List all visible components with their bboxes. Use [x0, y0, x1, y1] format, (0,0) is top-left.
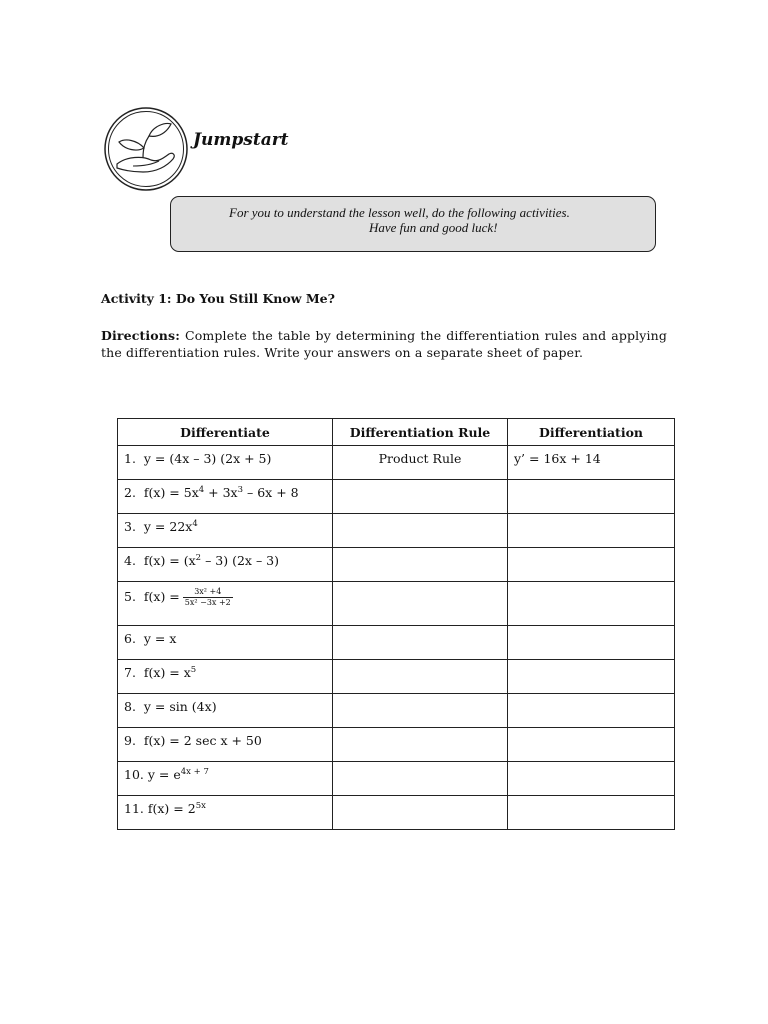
- fraction-denominator: 5x² −3x +2: [184, 598, 231, 607]
- table-row: [118, 446, 675, 480]
- answer-cell: [508, 626, 675, 660]
- note-line-2: Have fun and good luck!: [369, 220, 498, 235]
- rule-cell: [333, 480, 508, 514]
- rule-cell: [333, 796, 508, 830]
- table-row: [118, 796, 675, 830]
- rule-cell: [333, 582, 508, 626]
- table-header-row: [118, 419, 675, 446]
- rule-cell: [333, 660, 508, 694]
- header-differentiation-rule: Differentiation Rule: [333, 419, 508, 446]
- answer-cell: [508, 660, 675, 694]
- answer-cell: [508, 728, 675, 762]
- differentiation-table: [117, 418, 675, 830]
- header-differentiate: Differentiate: [118, 419, 333, 446]
- directions-paragraph: [101, 327, 667, 361]
- expression-cell: 3. $y = 22x^4$: [118, 514, 333, 548]
- answer-cell: [508, 796, 675, 830]
- table-row: [118, 660, 675, 694]
- table-row: [118, 728, 675, 762]
- expression-cell: 1. y = (4x – 3) (2x + 5): [118, 446, 333, 480]
- rule-cell: Product Rule: [333, 446, 508, 480]
- table-row: [118, 762, 675, 796]
- directions-text: Complete the table by determining the differentiation rules and applying the differentiation rules. Write your answers on a separate sheet of paper.: [101, 328, 667, 360]
- expression-cell: 7. $f(x) = x^5$: [118, 660, 333, 694]
- expression-cell: 8. y = sin (4x): [118, 694, 333, 728]
- hand-holding-seedling-icon: [103, 106, 189, 192]
- rule-cell: [333, 626, 508, 660]
- instruction-note: [170, 196, 656, 252]
- fraction-numerator: 3x² +4: [183, 587, 233, 598]
- expression-cell: 2. $f(x) = 5x^4 + 3x^3 - 6x + 8$: [118, 480, 333, 514]
- rule-cell: [333, 514, 508, 548]
- table-row: [118, 582, 675, 626]
- answer-cell: [508, 514, 675, 548]
- expression-cell: 11. $f(x) = 2^{5x}$: [118, 796, 333, 830]
- activity-title: Activity 1: Do You Still Know Me?: [101, 291, 335, 306]
- table-row: [118, 514, 675, 548]
- table-row: [118, 548, 675, 582]
- expression-cell: 5. f(x) = $\frac{\text{3x² +4}}{\text{5x² −3x +2}}$: [118, 582, 333, 626]
- table-row: [118, 694, 675, 728]
- section-heading: Jumpstart: [193, 130, 289, 150]
- table-row: [118, 480, 675, 514]
- expression-cell: 10. $y = e^{4x + 7}$: [118, 762, 333, 796]
- header-differentiation: Differentiation: [508, 419, 675, 446]
- table-row: [118, 626, 675, 660]
- fraction: [183, 587, 233, 608]
- answer-cell: y’ = 16x + 14: [508, 446, 675, 480]
- answer-cell: [508, 694, 675, 728]
- expression-cell: 4. $f(x) = (x^2 - 3)$ (2x – 3): [118, 548, 333, 582]
- answer-cell: [508, 480, 675, 514]
- directions-label: Directions:: [101, 328, 180, 343]
- rule-cell: [333, 694, 508, 728]
- answer-cell: [508, 548, 675, 582]
- note-line-1: For you to understand the lesson well, do the following activities.: [229, 205, 570, 220]
- expression-cell: 6. y = x: [118, 626, 333, 660]
- answer-cell: [508, 762, 675, 796]
- rule-cell: [333, 762, 508, 796]
- expression-cell: 9. f(x) = 2 sec x + 50: [118, 728, 333, 762]
- rule-cell: [333, 728, 508, 762]
- answer-cell: [508, 582, 675, 626]
- rule-cell: [333, 548, 508, 582]
